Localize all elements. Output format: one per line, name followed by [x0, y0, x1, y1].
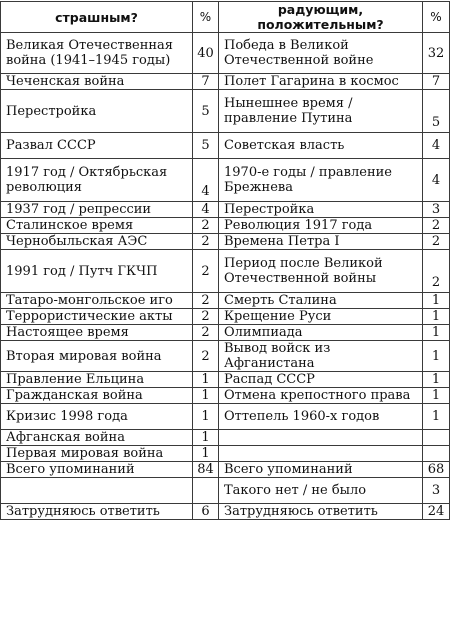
fearful-event-cell: Чеченская война — [1, 74, 193, 90]
positive-event-cell: Затрудняюсь ответить — [219, 504, 423, 520]
positive-percent-cell: 5 — [423, 90, 450, 133]
fearful-percent-cell: 5 — [193, 133, 219, 159]
table-row — [1, 446, 450, 462]
fearful-event-cell — [1, 478, 193, 504]
positive-event-cell: Оттепель 1960-х годов — [219, 404, 423, 430]
fearful-event-cell: 1917 год / Октябрьская революция — [1, 159, 193, 202]
positive-percent-cell — [423, 446, 450, 462]
fearful-percent-cell: 1 — [193, 388, 219, 404]
table-row — [1, 325, 450, 341]
table-row — [1, 33, 450, 74]
left-percent-header: % — [193, 2, 219, 33]
fearful-event-cell: Первая мировая война — [1, 446, 193, 462]
table-row — [1, 218, 450, 234]
positive-percent-cell: 4 — [423, 133, 450, 159]
fearful-percent-cell: 2 — [193, 218, 219, 234]
table-row — [1, 462, 450, 478]
positive-percent-cell: 1 — [423, 293, 450, 309]
table-row — [1, 478, 450, 504]
table-row — [1, 90, 450, 133]
positive-event-cell — [219, 430, 423, 446]
positive-event-cell — [219, 446, 423, 462]
positive-event-cell: Всего упоминаний — [219, 462, 423, 478]
table-row — [1, 404, 450, 430]
positive-percent-cell: 4 — [423, 159, 450, 202]
table-row — [1, 202, 450, 218]
positive-percent-cell: 3 — [423, 202, 450, 218]
fearful-percent-cell: 2 — [193, 234, 219, 250]
fearful-event-cell: Всего упоминаний — [1, 462, 193, 478]
fearful-percent-cell: 2 — [193, 309, 219, 325]
table-row — [1, 430, 450, 446]
positive-event-cell: Советская власть — [219, 133, 423, 159]
positive-event-cell: Нынешнее время / правление Путина — [219, 90, 423, 133]
fearful-percent-cell: 4 — [193, 159, 219, 202]
fearful-event-cell: Перестройка — [1, 90, 193, 133]
positive-event-cell: Вывод войск из Афганистана — [219, 341, 423, 372]
positive-percent-cell: 3 — [423, 478, 450, 504]
fearful-event-cell: Афганская война — [1, 430, 193, 446]
positive-percent-cell: 1 — [423, 341, 450, 372]
fearful-percent-cell: 1 — [193, 372, 219, 388]
positive-event-cell: Отмена крепостного права — [219, 388, 423, 404]
positive-percent-cell: 1 — [423, 309, 450, 325]
positive-event-cell: Распад СССР — [219, 372, 423, 388]
positive-event-cell: Смерть Сталина — [219, 293, 423, 309]
positive-percent-cell: 1 — [423, 325, 450, 341]
table-row — [1, 159, 450, 202]
fearful-event-cell: Сталинское время — [1, 218, 193, 234]
fearful-percent-cell: 2 — [193, 341, 219, 372]
positive-event-cell: Олимпиада — [219, 325, 423, 341]
positive-event-cell: Времена Петра I — [219, 234, 423, 250]
fearful-event-cell: Кризис 1998 года — [1, 404, 193, 430]
positive-percent-cell: 1 — [423, 388, 450, 404]
fearful-percent-cell — [193, 478, 219, 504]
fearful-percent-cell: 1 — [193, 430, 219, 446]
positive-percent-cell: 2 — [423, 250, 450, 293]
fearful-event-cell: Великая Отечественная война (1941–1945 годы) — [1, 33, 193, 74]
fearful-event-cell: Гражданская война — [1, 388, 193, 404]
positive-percent-cell: 2 — [423, 234, 450, 250]
fearful-event-cell: 1991 год / Путч ГКЧП — [1, 250, 193, 293]
right-percent-header: % — [423, 2, 450, 33]
positive-event-cell: Крещение Руси — [219, 309, 423, 325]
survey-table — [0, 1, 450, 520]
fearful-event-cell: Затрудняюсь ответить — [1, 504, 193, 520]
positive-percent-cell — [423, 430, 450, 446]
table-row — [1, 234, 450, 250]
fearful-event-cell: Террористические акты — [1, 309, 193, 325]
left-column-header: страшным? — [1, 2, 193, 33]
right-column-header: радующим, положительным? — [219, 2, 423, 33]
positive-percent-cell: 1 — [423, 372, 450, 388]
table-row — [1, 293, 450, 309]
positive-event-cell: 1970-е годы / правление Брежнева — [219, 159, 423, 202]
fearful-percent-cell: 1 — [193, 404, 219, 430]
positive-event-cell: Период после Великой Отечественной войны — [219, 250, 423, 293]
fearful-percent-cell: 6 — [193, 504, 219, 520]
fearful-percent-cell: 2 — [193, 250, 219, 293]
positive-event-cell: Такого нет / не было — [219, 478, 423, 504]
positive-event-cell: Революция 1917 года — [219, 218, 423, 234]
fearful-event-cell: Развал СССР — [1, 133, 193, 159]
fearful-event-cell: 1937 год / репрессии — [1, 202, 193, 218]
fearful-percent-cell: 1 — [193, 446, 219, 462]
fearful-percent-cell: 5 — [193, 90, 219, 133]
fearful-percent-cell: 2 — [193, 293, 219, 309]
table-row — [1, 250, 450, 293]
table-row — [1, 133, 450, 159]
positive-event-cell: Победа в Великой Отечественной войне — [219, 33, 423, 74]
fearful-percent-cell: 84 — [193, 462, 219, 478]
fearful-event-cell: Настоящее время — [1, 325, 193, 341]
table-row — [1, 504, 450, 520]
positive-event-cell: Перестройка — [219, 202, 423, 218]
table-row — [1, 388, 450, 404]
table-row — [1, 309, 450, 325]
positive-percent-cell: 68 — [423, 462, 450, 478]
table-row — [1, 372, 450, 388]
positive-event-cell: Полет Гагарина в космос — [219, 74, 423, 90]
positive-percent-cell: 32 — [423, 33, 450, 74]
fearful-percent-cell: 2 — [193, 325, 219, 341]
positive-percent-cell: 24 — [423, 504, 450, 520]
positive-percent-cell: 7 — [423, 74, 450, 90]
table-row — [1, 341, 450, 372]
fearful-event-cell: Татаро-монгольское иго — [1, 293, 193, 309]
fearful-percent-cell: 40 — [193, 33, 219, 74]
fearful-percent-cell: 4 — [193, 202, 219, 218]
positive-percent-cell: 2 — [423, 218, 450, 234]
header-row — [1, 2, 450, 33]
fearful-event-cell: Вторая мировая война — [1, 341, 193, 372]
table-row — [1, 74, 450, 90]
table-body — [1, 33, 450, 520]
positive-percent-cell: 1 — [423, 404, 450, 430]
fearful-event-cell: Правление Ельцина — [1, 372, 193, 388]
fearful-event-cell: Чернобыльская АЭС — [1, 234, 193, 250]
fearful-percent-cell: 7 — [193, 74, 219, 90]
